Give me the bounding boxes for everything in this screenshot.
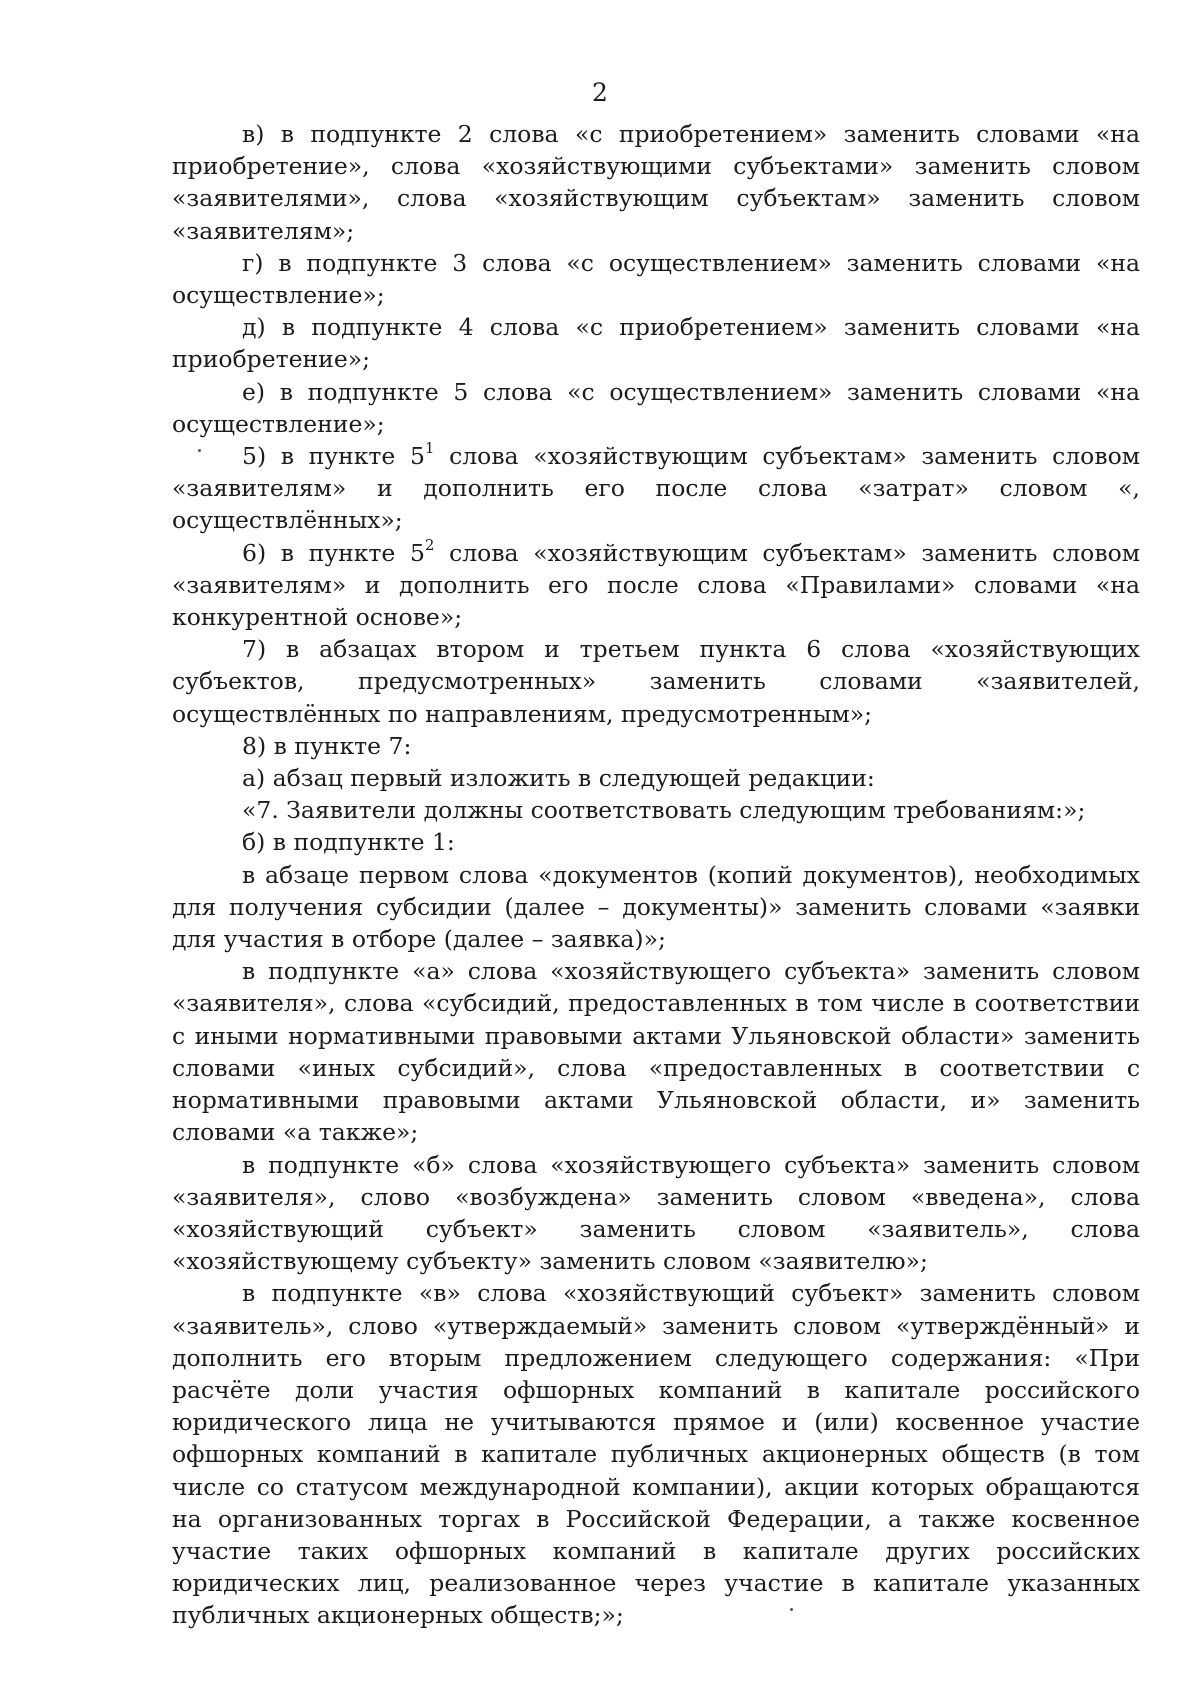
superscript-number: 1	[424, 439, 435, 458]
paragraph-item-8-a-quote: «7. Заявители должны соответствовать следующим требованиям:»;	[242, 796, 1086, 825]
paragraph-subitem-g: г) в подпункте 3 слова «с осуществлением» заменить словами «на осуществление»;	[172, 248, 1140, 310]
paragraph-item-6	[172, 537, 1140, 634]
paragraph-item-6-rest: слова «хозяйствующим субъектам» заменить словом «заявителям» и дополнить его после слова «Правилами» словами «на конкурентной основе»;	[172, 538, 1140, 632]
paragraph-subitem-v: в) в подпункте 2 слова «с приобретением» заменить словами «на приобретение», слова «хозяйствующими субъектами» заменить словом «заявителями», слова «хозяйствующим субъектам» заменить словом «заявителям»;	[172, 120, 1140, 245]
paragraph-subitem-e: е) в подпункте 5 слова «с осуществлением» заменить словами «на осуществление»;	[172, 377, 1140, 438]
paragraph-item-8: 8) в пункте 7:	[242, 731, 412, 760]
paragraph-item-5-rest: слова «хозяйствующим субъектам» заменить словом «заявителям» и дополнить его после слова «затрат» словом «, осуществлённых»;	[172, 442, 1140, 535]
document-body	[172, 118, 1140, 1632]
paragraph-item-5	[172, 440, 1140, 537]
paragraph-item-6-lead: 6) в пункте 5	[242, 538, 425, 567]
paragraph-item-8-b: б) в подпункте 1:	[242, 828, 455, 857]
paragraph-subitem-d: д) в подпункте 4 слова «с приобретением» заменить словами «на приобретение»;	[172, 313, 1140, 374]
paragraph-item-8-b-a: в подпункте «а» слова «хозяйствующего субъекта» заменить словом «заявителя», слова «субсидий, предоставленных в том числе в соответствии с иными нормативными правовыми актами Ульяновской области» заменить словами «иных субсидий», слова «предоставленных в соответствии с нормативными правовыми актами Ульяновской области, и» заменить словами «а также»;	[172, 957, 1140, 1147]
paragraph-item-5-lead: 5) в пункте 5	[242, 442, 425, 471]
superscript-number: 2	[424, 535, 435, 554]
paragraph-item-8-b-v: в подпункте «в» слова «хозяйствующий субъект» заменить словом «заявитель», слово «утверждаемый» заменить словом «утверждённый» и дополнить его вторым предложением следующего содержания: «При расчёте доли участия офшорных компаний в капитале российского юридического лица не учитываются прямое и (или) косвенное участие офшорных компаний в капитале публичных акционерных обществ (в том числе со статусом международной компании), акции которых обращаются на организованных торгах в Российской Федерации, а также косвенное участие таких офшорных компаний в капитале других российских юридических лиц, реализованное через участие в капитале указанных публичных акционерных обществ;»;	[172, 1279, 1140, 1630]
scan-speck	[790, 1608, 793, 1611]
scan-speck	[198, 449, 201, 452]
paragraph-item-8-b-b: в подпункте «б» слова «хозяйствующего субъекта» заменить словом «заявителя», слово «возбуждена» заменить словом «введена», слова «хозяйствующий субъект» заменить словом «заявитель», слова «хозяйствующему субъекту» заменить словом «заявителю»;	[172, 1150, 1140, 1276]
paragraph-item-8-b-first: в абзаце первом слова «документов (копий документов), необходимых для получения субсидии (далее – документы)» заменить словами «заявки для участия в отборе (далее – заявка)»;	[172, 860, 1140, 954]
paragraph-item-8-a: а) абзац первый изложить в следующей редакции:	[242, 764, 875, 793]
paragraph-item-7: 7) в абзацах втором и третьем пункта 6 слова «хозяйствующих субъектов, предусмотренных» заменить словами «заявителей, осуществлённых по направлениям, предусмотренным»;	[172, 635, 1140, 728]
page-number: 2	[592, 78, 608, 107]
